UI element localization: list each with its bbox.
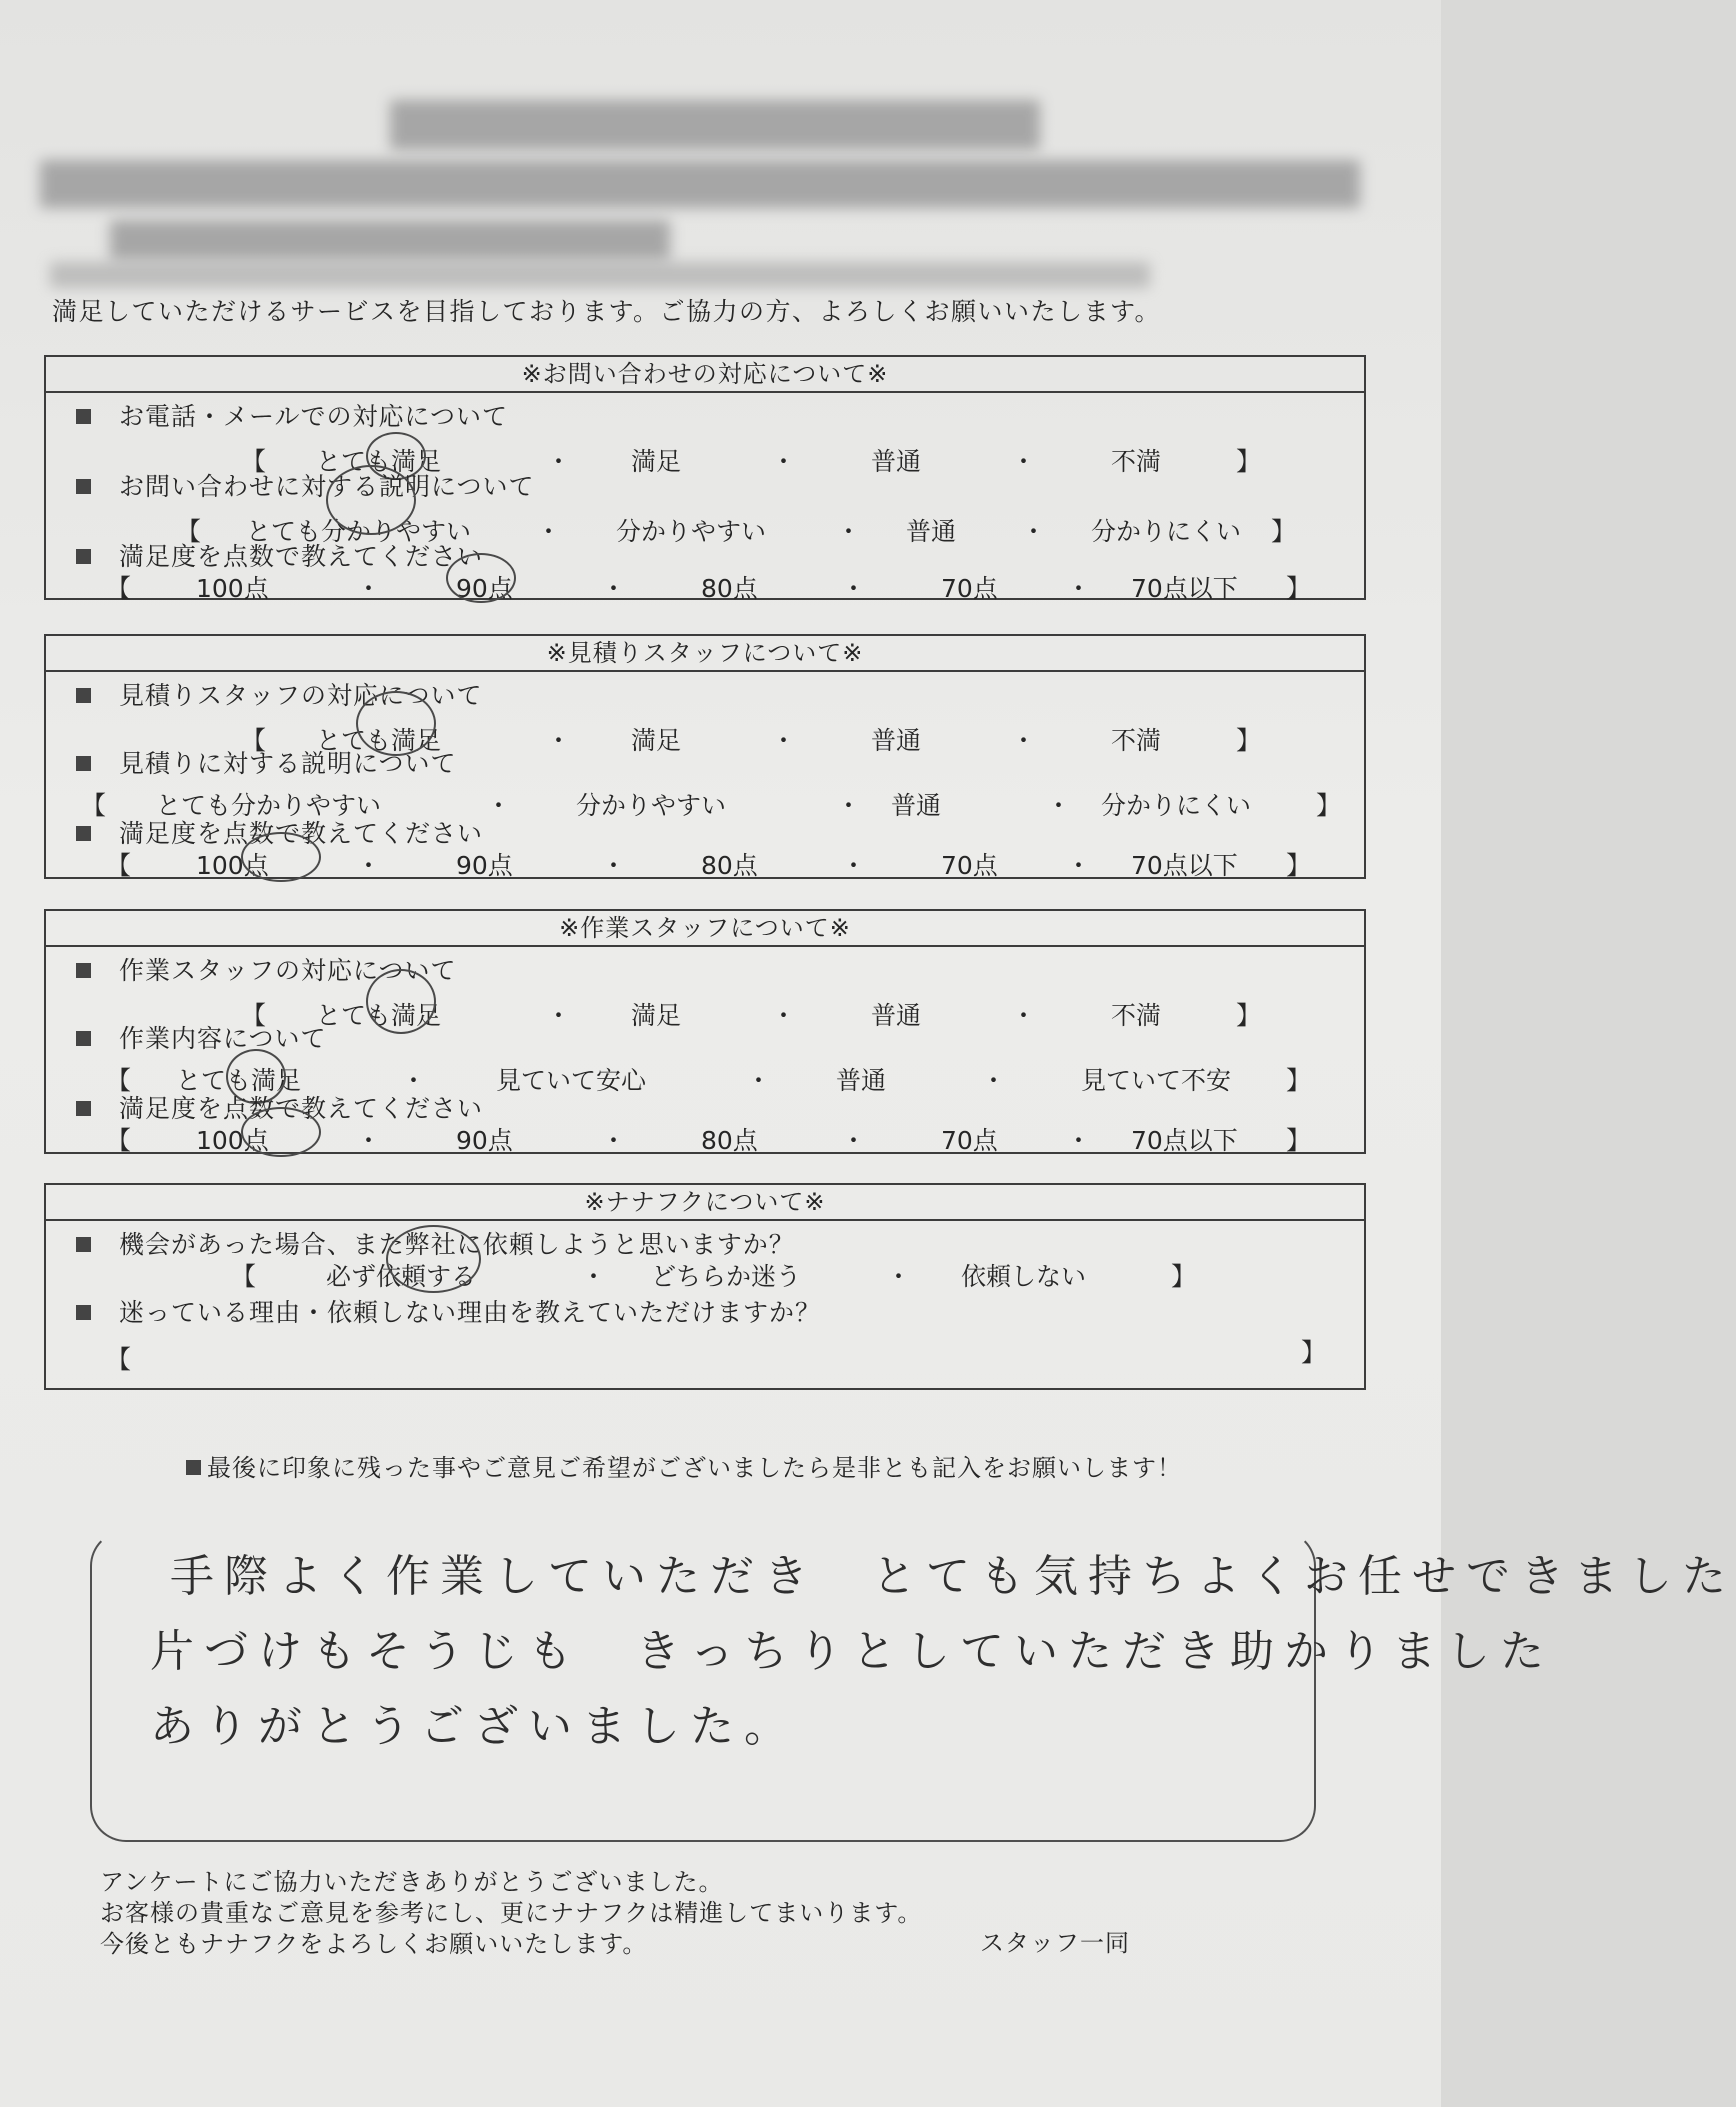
final-prompt: 最後に印象に残った事やご意見ご希望がございましたら是非とも記入をお願いします！ [186,1448,1182,1483]
separator: ・ [841,574,867,603]
option-dissatisfied[interactable]: 不満 [1111,726,1162,755]
option-uneasy[interactable]: 見ていて不安 [1081,1066,1232,1095]
separator: ・ [771,726,797,755]
footer-line-2: お客様の貴重なご意見を参考にし、更にナナフクは精進してまいります。 [100,1899,923,1927]
bracket-close: 】 [1286,574,1312,603]
square-bullet-icon [76,479,91,494]
option-satisfied[interactable]: 満足 [631,726,682,755]
question-2: 作業内容について [76,1019,327,1055]
option-unclear[interactable]: 分かりにくい [1091,517,1242,546]
separator: ・ [546,447,572,476]
square-bullet-icon [76,1305,91,1320]
section-heading: ※見積りスタッフについて※ [46,636,1364,672]
question-1: 機会があった場合、また弊社に依頼しようと思いますか？ [76,1225,795,1261]
separator: ・ [981,1066,1007,1095]
square-bullet-icon [76,549,91,564]
separator: ・ [356,1126,382,1155]
bracket-close: 】 [1171,1262,1197,1291]
option-70-or-less[interactable]: 70点以下 [1131,1126,1238,1155]
option-80[interactable]: 80点 [701,574,758,603]
redacted-header-line-3 [50,262,1150,288]
square-bullet-icon [186,1460,201,1475]
option-very-satisfied[interactable]: とても満足 [176,1066,302,1095]
separator: ・ [1011,726,1037,755]
option-dissatisfied[interactable]: 不満 [1111,447,1162,476]
bracket-open: 【 [106,851,132,880]
answer-circle [326,465,416,535]
separator: ・ [886,1262,912,1291]
bracket-close: 】 [1236,447,1262,476]
option-normal[interactable]: 普通 [836,1066,887,1095]
section-heading: ※ナナフクについて※ [46,1185,1364,1221]
bracket-close: 】 [1286,1126,1312,1155]
answer-circle [446,553,516,603]
answer-circle [241,832,321,882]
separator: ・ [546,726,572,755]
question-1: お電話・メールでの対応について [76,397,508,433]
option-70[interactable]: 70点 [941,1126,998,1155]
bracket-open: 【 [241,726,267,755]
footer-line-3: 今後ともナナフクをよろしくお願いいたします。 [100,1930,648,1958]
option-80[interactable]: 80点 [701,1126,758,1155]
redacted-title [390,100,1040,150]
intro-text: 満足していただけるサービスを目指しております。ご協力の方、よろしくお願いいたします。 [52,297,1162,326]
option-very-satisfied[interactable]: とても満足 [316,447,442,476]
section-work-staff [44,909,1366,1154]
separator: ・ [601,1126,627,1155]
separator: ・ [401,1066,427,1095]
bracket-close: 】 [1271,517,1297,546]
question-2: 見積りに対する説明について [76,744,457,780]
option-very-satisfied[interactable]: とても満足 [316,726,442,755]
option-definitely[interactable]: 必ず依頼する [326,1262,477,1291]
bracket-open: 【 [81,791,107,820]
option-90[interactable]: 90点 [456,851,513,880]
answer-circle [241,1107,321,1157]
separator: ・ [1046,791,1072,820]
option-70-or-less[interactable]: 70点以下 [1131,574,1238,603]
question-1: 作業スタッフの対応について [76,951,457,987]
bracket-open: 【 [231,1262,257,1291]
separator: ・ [771,447,797,476]
handwritten-line-3: ありがとうございました。 [150,1701,798,1752]
section-heading: ※作業スタッフについて※ [46,911,1364,947]
square-bullet-icon [76,1237,91,1252]
option-normal[interactable]: 普通 [871,726,922,755]
option-dissatisfied[interactable]: 不満 [1111,1001,1162,1030]
separator: ・ [356,851,382,880]
section-heading: ※お問い合わせの対応について※ [46,357,1364,393]
option-70-or-less[interactable]: 70点以下 [1131,851,1238,880]
separator: ・ [841,851,867,880]
bracket-open: 【 [241,447,267,476]
redacted-header-line-1 [40,160,1360,208]
square-bullet-icon [76,409,91,424]
separator: ・ [1066,574,1092,603]
separator: ・ [486,791,512,820]
answer-circle [386,1225,481,1293]
separator: ・ [536,517,562,546]
bracket-open: 【 [106,1066,132,1095]
bracket-open: 【 [176,517,202,546]
handwritten-line-2: 片づけもそうじも きっちりとしていただき助かりました [150,1626,1554,1677]
square-bullet-icon [76,1101,91,1116]
option-satisfied[interactable]: 満足 [631,1001,682,1030]
separator: ・ [841,1126,867,1155]
option-reassured[interactable]: 見ていて安心 [496,1066,647,1095]
option-100[interactable]: 100点 [196,574,269,603]
option-90[interactable]: 90点 [456,574,513,603]
option-100[interactable]: 100点 [196,1126,269,1155]
question-3: 満足度を点数で教えてください [76,537,483,573]
separator: ・ [356,574,382,603]
answer-circle [366,969,436,1034]
option-unclear[interactable]: 分かりにくい [1101,791,1252,820]
square-bullet-icon [76,1031,91,1046]
separator: ・ [1021,517,1047,546]
separator: ・ [601,851,627,880]
option-normal[interactable]: 普通 [891,791,942,820]
square-bullet-icon [76,963,91,978]
question-3: 満足度を点数で教えてください [76,1089,483,1125]
separator: ・ [746,1066,772,1095]
square-bullet-icon [76,688,91,703]
option-normal[interactable]: 普通 [906,517,957,546]
question-3: 満足度を点数で教えてください [76,814,483,850]
separator: ・ [581,1262,607,1291]
bracket-close: 】 [1286,851,1312,880]
footer-line-1: アンケートにご協力いただきありがとうございました。 [100,1868,724,1896]
separator: ・ [1066,1126,1092,1155]
bracket-close: 】 [1236,1001,1262,1030]
option-70[interactable]: 70点 [941,574,998,603]
bracket-close: 】 [1286,1066,1312,1095]
option-80[interactable]: 80点 [701,851,758,880]
question-1: 見積りスタッフの対応について [76,676,483,712]
option-satisfied[interactable]: 満足 [631,447,682,476]
section-inquiry [44,355,1366,603]
option-will-not[interactable]: 依頼しない [961,1262,1087,1291]
option-90[interactable]: 90点 [456,1126,513,1155]
bracket-close: 】 [1316,791,1342,820]
section-estimate-staff [44,634,1366,879]
separator: ・ [836,791,862,820]
reason-field-open[interactable]: 【 [106,1345,132,1374]
bracket-open: 【 [106,574,132,603]
bracket-close: 】 [1236,726,1262,755]
option-clear[interactable]: 分かりやすい [616,517,767,546]
option-unsure[interactable]: どちらか迷う [651,1262,802,1291]
separator: ・ [836,517,862,546]
bracket-open: 【 [241,1001,267,1030]
option-very-satisfied[interactable]: とても満足 [316,1001,442,1030]
separator: ・ [1066,851,1092,880]
option-normal[interactable]: 普通 [871,447,922,476]
separator: ・ [546,1001,572,1030]
section-nanafuku [44,1183,1366,1390]
square-bullet-icon [76,826,91,841]
option-very-clear[interactable]: とても分かりやすい [246,517,472,546]
separator: ・ [1011,447,1037,476]
option-very-clear[interactable]: とても分かりやすい [156,791,382,820]
question-2: 迷っている理由・依頼しない理由を教えていただけますか？ [76,1293,821,1329]
separator: ・ [601,574,627,603]
option-100[interactable]: 100点 [196,851,269,880]
question-2: お問い合わせに対する説明について [76,467,535,503]
option-clear[interactable]: 分かりやすい [576,791,727,820]
separator: ・ [1011,1001,1037,1030]
reason-field-close: 】 [1301,1338,1327,1367]
redacted-header-line-2 [110,220,670,260]
option-70[interactable]: 70点 [941,851,998,880]
option-normal[interactable]: 普通 [871,1001,922,1030]
bracket-open: 【 [106,1126,132,1155]
square-bullet-icon [76,756,91,771]
handwritten-line-1: 手際よく作業していただき とても気持ちよくお任せできました [170,1551,1736,1602]
staff-signature: スタッフ一同 [980,1929,1130,1957]
separator: ・ [771,1001,797,1030]
